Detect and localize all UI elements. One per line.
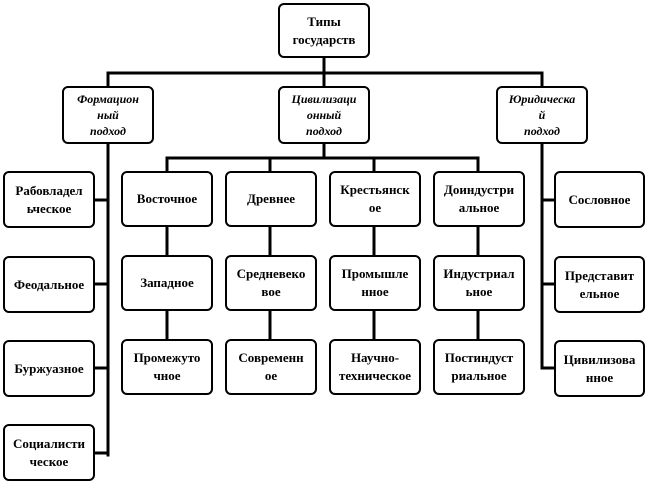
civ-item-modern: Современн ое: [225, 339, 317, 395]
civ-item-eastern: Восточное: [121, 171, 213, 227]
legal-item-representative: Представит ельное: [554, 256, 645, 313]
formational-approach-node: Формацион ный подход: [62, 86, 154, 144]
civ-item-medieval: Средневеко вое: [225, 255, 317, 311]
formational-item-slaveholding: Рабовладел ьческое: [3, 171, 95, 228]
civ-item-peasant: Крестьянск ое: [329, 171, 421, 227]
civ-item-ancient: Древнее: [225, 171, 317, 227]
formational-item-socialist: Социалисти ческое: [3, 424, 95, 481]
legal-approach-node: Юридическа й подход: [496, 86, 588, 144]
formational-item-feudal: Феодальное: [3, 256, 95, 313]
legal-item-civilized: Цивилизова нное: [554, 340, 645, 397]
civ-item-western: Западное: [121, 255, 213, 311]
civilizational-approach-node: Цивилизаци онный подход: [278, 86, 370, 144]
civ-item-industrial-production: Промышле нное: [329, 255, 421, 311]
civ-item-postindustrial: Постиндуст риальное: [433, 339, 525, 395]
civ-item-intermediate: Промежуто чное: [121, 339, 213, 395]
civ-item-preindustrial: Доиндустри альное: [433, 171, 525, 227]
legal-item-estate: Сословное: [554, 171, 645, 228]
civ-item-industrial: Индустриал ьное: [433, 255, 525, 311]
civ-item-scientific-technical: Научно- техническое: [329, 339, 421, 395]
root-node: Типы государств: [278, 3, 370, 58]
formational-item-bourgeois: Буржуазное: [3, 340, 95, 397]
